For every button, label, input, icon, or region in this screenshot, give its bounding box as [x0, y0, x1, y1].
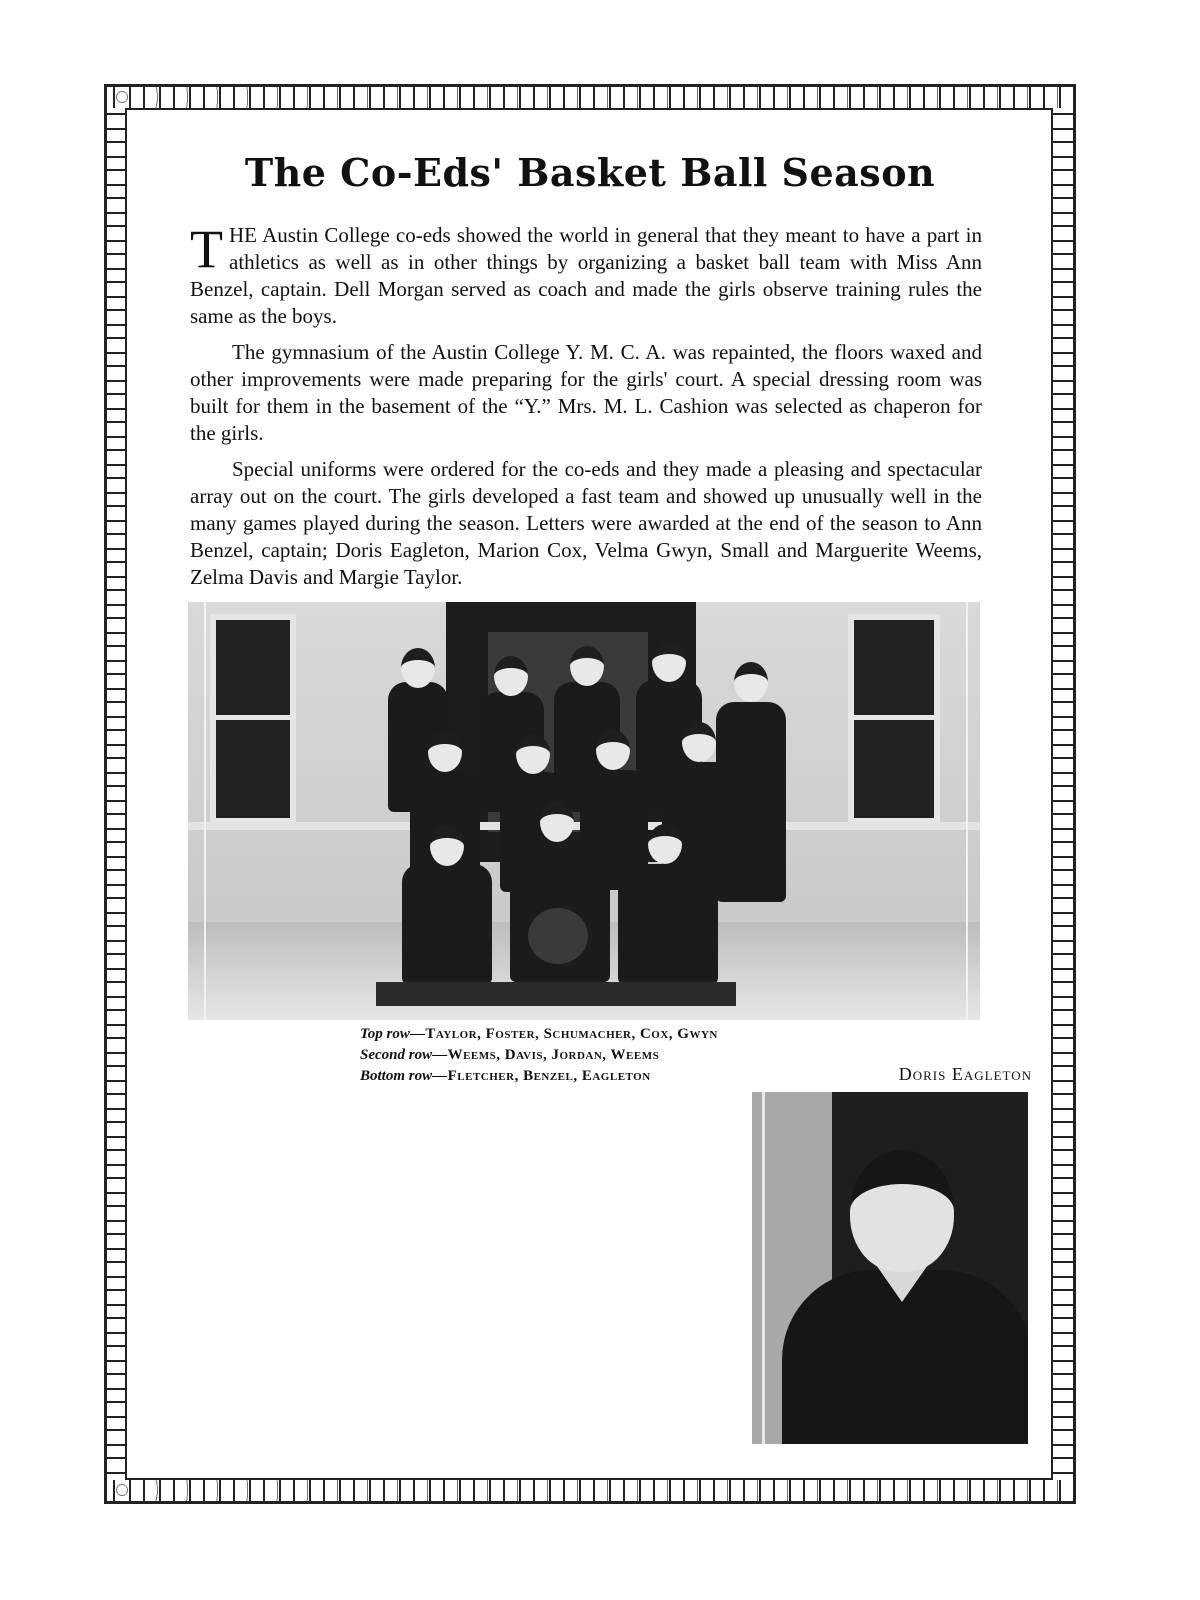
portrait-photo: [752, 1092, 1028, 1444]
photo-window-left: [210, 614, 296, 824]
photo-mat: [376, 982, 736, 1006]
paragraph-1-text: HE Austin College co-eds showed the world in general that they meant to have a part in athletics as well as in other things by organizing a basket ball team with Miss Ann Benzel, captain. Dell Morgan served as coach and made the girls observe training rules the same as the boys.: [190, 223, 982, 328]
paragraph-2: The gymnasium of the Austin College Y. M. C. A. was repainted, the floors waxed and other improvements were made preparing for the girls' court. A special dressing room was built for them in the basement of the “Y.” Mrs. M. L. Cashion was selected as chaperon for the girls.: [190, 340, 982, 445]
caption-bottom-row: Bottom row—Fletcher, Benzel, Eagleton: [360, 1068, 651, 1084]
player-head: [734, 662, 768, 702]
player-head: [648, 824, 682, 864]
caption-second-row: Second row—Weems, Davis, Jordan, Weems: [360, 1047, 660, 1063]
page-title: The Co-Eds' Basket Ball Season: [244, 150, 936, 195]
player-head: [430, 826, 464, 866]
portrait-frame-line: [762, 1092, 765, 1444]
player-head: [570, 646, 604, 686]
player-head: [516, 734, 550, 774]
basketball: [528, 908, 588, 964]
portrait-head: [850, 1150, 954, 1272]
article-body: [190, 219, 982, 600]
photo-frame-line-right: [966, 602, 968, 1020]
player-head: [428, 732, 462, 772]
player-figure: [402, 864, 492, 984]
player-head: [540, 802, 574, 842]
caption-top-row: Top row—Taylor, Foster, Schumacher, Cox, Gwyn: [360, 1026, 718, 1042]
player-head: [494, 656, 528, 696]
player-head: [596, 730, 630, 770]
paragraph-1: [190, 219, 982, 330]
photo-window-right: [848, 614, 940, 824]
portrait-caption: Doris Eagleton: [898, 1064, 1032, 1084]
player-head: [682, 722, 716, 762]
player-head: [652, 642, 686, 682]
player-head: [401, 648, 435, 688]
team-photo: [188, 602, 980, 1020]
drop-cap: T: [190, 219, 223, 279]
player-figure: [618, 864, 718, 984]
paragraph-3: Special uniforms were ordered for the co-eds and they made a pleasing and spectacular array out on the court. The girls developed a fast team and showed up unusually well in the many games played during the season. Letters were awarded at the end of the season to Ann Benzel, captain; Doris Eagleton, Marion Cox, Velma Gwyn, Small and Marguerite Weems, Zelma Davis and Margie Taylor.: [190, 457, 982, 589]
photo-caption: [360, 1024, 820, 1087]
photo-frame-line-left: [204, 602, 206, 1020]
